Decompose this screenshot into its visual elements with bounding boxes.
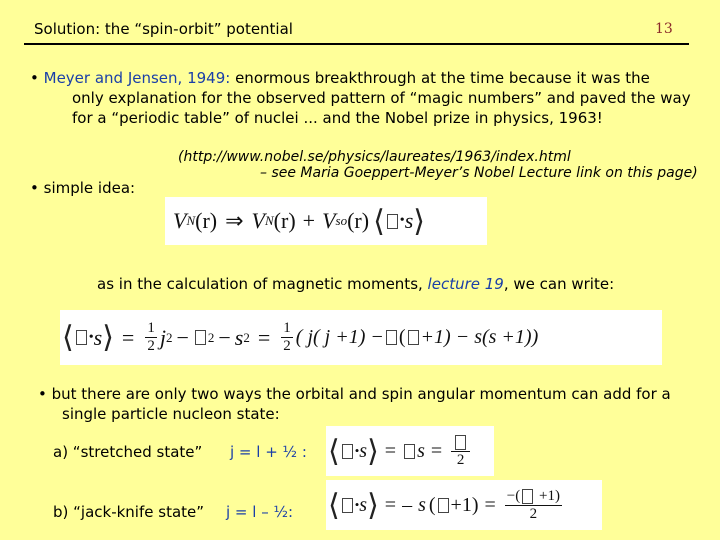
b-equals: = [384,493,397,516]
left-angle-bracket: ⟨ [373,204,385,238]
eq2-left-angle: ⟨ [62,321,74,354]
eq2-missing-glyph [76,330,87,345]
eq2-s2: s [234,324,244,350]
b-den: 2 [529,505,538,522]
bullet1-line3: for a “periodic table” of nuclei ... and the Nobel prize in physics, 1963! [72,109,603,127]
a-fraction [451,434,470,469]
calc-line [97,274,614,294]
eq1-plus: + [302,208,316,233]
a-missing-glyph-2 [404,444,415,459]
case-a-label: a) “stretched state” [53,443,203,461]
eq2-half-den: 2 [147,338,155,354]
b-fraction [505,488,562,523]
a-missing-glyph-3 [455,435,466,450]
eq1-arg3: (r) [347,208,370,233]
case-b-condition: j = l – ½: [226,503,294,521]
b-dot: • [354,497,360,512]
a-s-term: s [417,439,425,462]
a-equals-2: = [430,439,443,462]
b-missing-glyph-2 [438,498,449,513]
lecture-19-link[interactable]: lecture 19 [427,275,504,293]
slide-title: Solution: the “spin-orbit” potential [34,20,293,38]
bullet3-line2: single particle nucleon state: [62,405,280,423]
equation-stretched [326,426,494,476]
eq2-expr3: +1) − s(s +1)) [420,326,539,348]
bullet-two-ways: • but there are only two ways the orbital and spin angular momentum can add for a single particle nucleon state: [38,384,698,424]
bullet3-line1: but there are only two ways the orbital and spin angular momentum can add for a [51,385,671,403]
equation-jack-knife: ⟨ • s ⟩ = – s ( +1) = $\frac{-( +1)}{2}$ [326,480,602,530]
equation-l-dot-s: ⟨ • s ⟩ = $\frac{1}{2}$ j 2 − 2 − s 2 = $\frac{1}{2}$ ( j( j +1) − ( +1) − s(s +1)) [60,310,662,365]
b-s: s [359,493,368,516]
nobel-url[interactable]: (http://www.nobel.se/physics/laureates/1963/index.html [178,149,571,165]
eq1-sub-so: so [335,213,348,228]
equation-spin-orbit-potential [165,197,487,245]
eq2-missing-glyph-3 [386,330,397,345]
a-equals: = [384,439,397,462]
eq1-s: s [404,208,414,233]
eq2-equals: = [121,324,135,350]
dot-operator: • [399,213,405,228]
b-num2: +1) [535,487,560,504]
meyer-jensen-link[interactable]: Meyer and Jensen, 1949: [43,69,231,87]
b-right-angle: ⟩ [367,488,379,522]
page-number: 13 [655,21,673,37]
eq2-half-2: $\frac{1}{2}$ [283,320,291,354]
a-dot: • [354,443,360,458]
eq2-dot: • [88,329,94,345]
eq2-j-sq: 2 [165,329,173,345]
eq1-arg: (r) [195,208,218,233]
eq2-half-num: 1 [147,320,155,336]
eq1-v2: V [251,208,265,233]
eq1-sub-n: N [186,213,196,228]
eq2-expr: ( j( j +1) − [295,326,384,348]
eq1-v: V [173,208,187,233]
b-paren-open: ( [428,493,436,516]
eq2-equals-2: = [257,324,271,350]
b-missing-glyph [342,498,353,513]
eq1-arg2: (r) [273,208,296,233]
eq1-v3: V [322,208,336,233]
header-rule [24,43,689,45]
b-paren-close: +1) [450,493,479,516]
b-minus: – [402,493,413,516]
eq2-expr2: ( [398,326,406,348]
b-missing-glyph-3 [522,489,533,504]
bullet1-line1: enormous breakthrough at the time because it was the [230,69,650,87]
bullet-meyer-jensen: • Meyer and Jensen, 1949: enormous breakthrough at the time because it was the only explanation for the observed pattern of “magic numbers” and paved the way for a “periodic table” of nuclei ... and the Nobel prize in physics, 1963! [30,68,700,128]
simple-idea-text: simple idea: [43,179,136,197]
case-b-label: b) “jack-knife state” [53,503,205,521]
eq2-s: s [93,324,103,350]
b-s-term: s [418,493,426,516]
eq2-j: j [159,324,166,350]
a-s: s [359,439,368,462]
calc-after: , we can write: [503,275,615,293]
nobel-note: – see Maria Goeppert-Meyer’s Nobel Lecture link on this page) [260,165,698,181]
case-a-condition: j = l + ½ : [230,443,307,461]
implies-arrow: ⇒ [225,208,244,233]
calc-before: as in the calculation of magnetic moments, [97,275,428,293]
a-right-angle: ⟩ [367,434,379,468]
a-den: 2 [456,451,465,468]
eq2-missing-glyph-4 [408,330,419,345]
eq2-right-angle: ⟩ [102,321,114,354]
eq1-sub-n2: N [265,213,274,228]
b-num: −( [506,487,521,504]
eq2-half [145,320,157,355]
eq2-minus: − [176,324,189,350]
bullet1-line2: only explanation for the observed pattern of “magic numbers” and paved the way [72,89,691,107]
b-left-angle: ⟨ [328,488,340,522]
missing-glyph-box [387,214,398,229]
a-missing-glyph [342,444,353,459]
bullet-simple-idea: • simple idea: [30,179,136,197]
eq2-missing-glyph-2 [195,330,206,345]
a-left-angle: ⟨ [328,434,340,468]
right-angle-bracket: ⟩ [413,204,425,238]
